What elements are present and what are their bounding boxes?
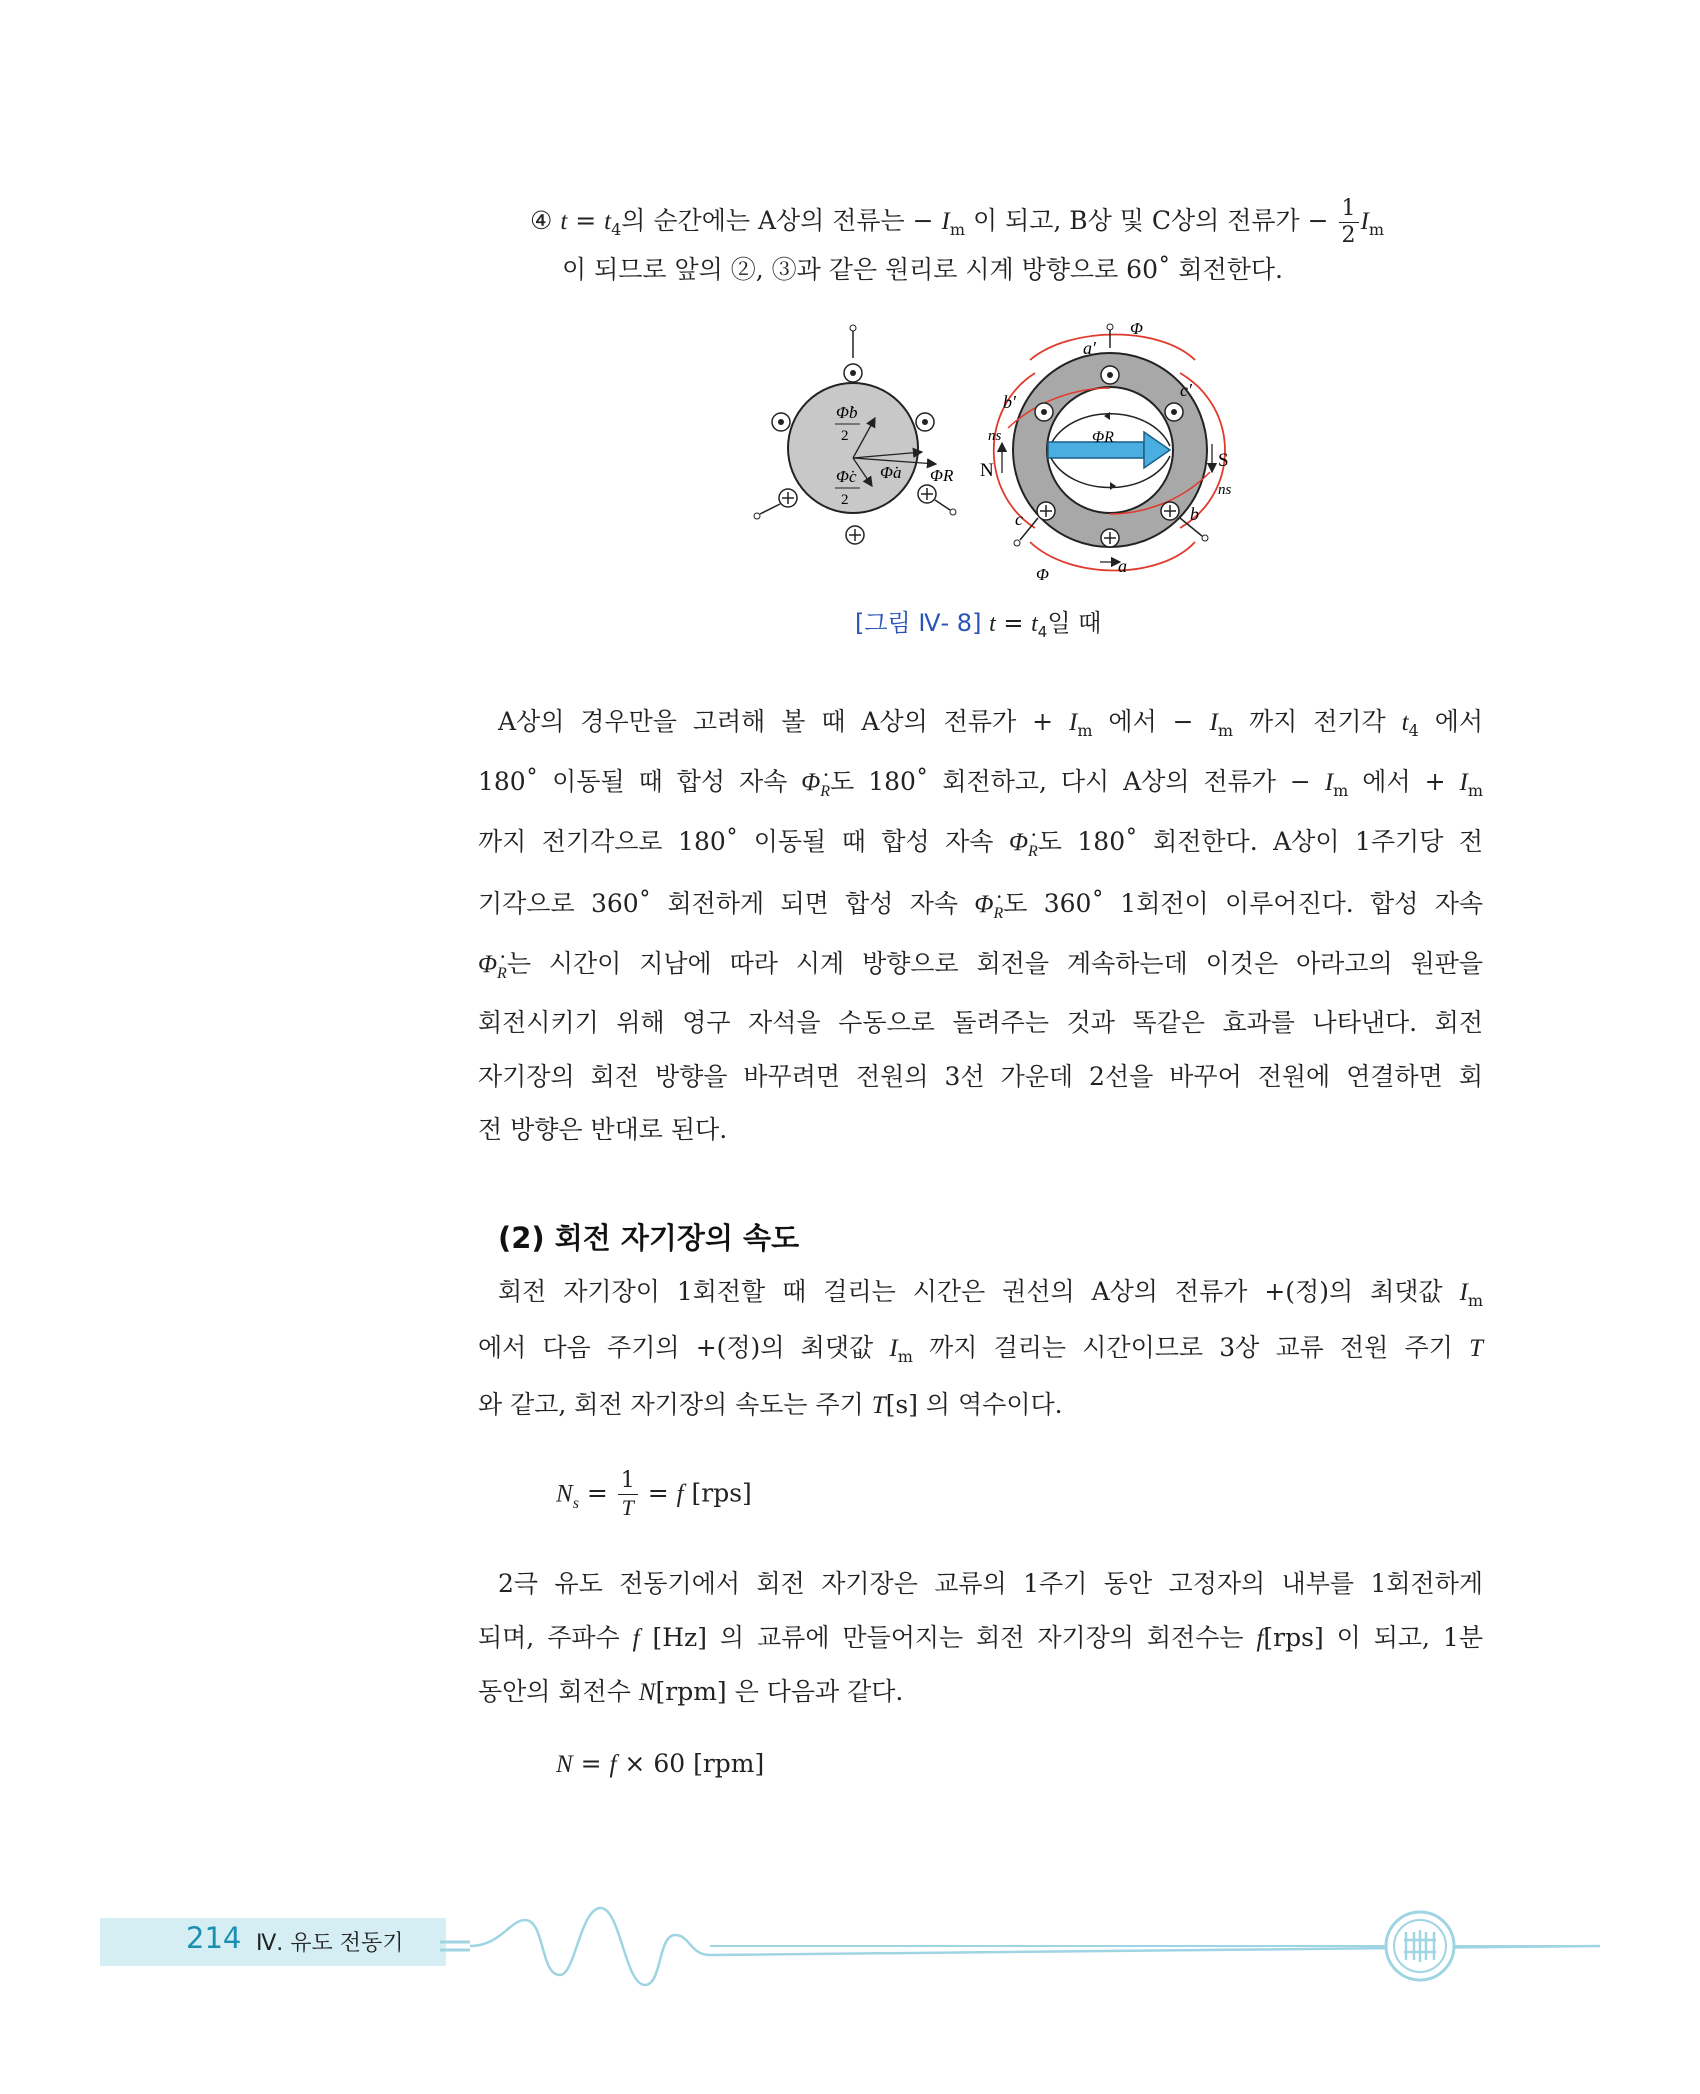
coil-dot-icon: [916, 413, 934, 431]
section-line2: 에서 다음 주기의 +(정)의 최댓값 $I_m$ 까지 걸리는 시간이므로 3상 교류 전원 주기 T: [478, 1333, 1483, 1366]
left-stator-diagram: [754, 325, 956, 544]
label-phi-a: Φ̇a: [880, 463, 902, 482]
fraction-1-over-T: $\frac{1}{T}$: [618, 1468, 638, 1522]
label-b: b: [1190, 504, 1199, 524]
para1-line1: A상의 경우만을 고려해 볼 때 A상의 전류가 + $I_m$ 에서 − $I_m$ 까지 전기각 $t_4$ 에서: [498, 707, 1484, 740]
page-number: 214: [186, 1921, 242, 1955]
formula-n: N = f × 60 [rpm]: [556, 1749, 765, 1778]
label-c: c: [1015, 509, 1023, 529]
fraction-half: $\frac{1}{2}$: [1339, 196, 1359, 249]
label-ns-left: ns: [988, 428, 1002, 444]
label-a-prime: a′: [1083, 338, 1096, 358]
label-ns-right: ns: [1218, 482, 1232, 498]
coil-cross-icon: [918, 485, 936, 503]
section-heading: (2) 회전 자기장의 속도: [498, 1221, 800, 1255]
label-south: S: [1218, 450, 1229, 471]
label-phi-r-right: Φ̇R: [1092, 429, 1114, 446]
para2-line1: 2극 유도 전동기에서 회전 자기장은 교류의 1주기 동안 고정자의 내부를 1회전하게: [498, 1569, 1483, 1598]
label-b-prime: b′: [1003, 392, 1016, 412]
right-stator-diagram: [980, 319, 1232, 584]
para1-line8: 전 방향은 반대로 된다.: [478, 1115, 728, 1144]
para1-line2: 180˚ 이동될 때 합성 자속 $\Phi̇_R$도 180˚ 회전하고, 다시 A상의 전류가 − $I_m$ 에서 + $I_m$: [478, 767, 1483, 800]
section-line3: 와 같고, 회전 자기장의 속도는 주기 T[s] 의 역수이다.: [478, 1390, 1063, 1419]
section-line1: 회전 자기장이 1회전할 때 걸리는 시간은 권선의 A상의 전류가 +(정)의 최댓값 $I_m$: [498, 1277, 1483, 1310]
label-phi-c: Φ̇c: [836, 467, 857, 486]
coil-dot-icon: [772, 413, 790, 431]
step4-line1: ④ $t = t_4$의 순간에는 A상의 전류는 − $I_m$ 이 되고, B상 및 C상의 전류가 − $\frac{1}{2}$ $I_m$: [530, 196, 1385, 248]
para1-line7: 자기장의 회전 방향을 바꾸려면 전원의 3선 가운데 2선을 바꾸어 전원에 연결하면 회: [478, 1062, 1483, 1091]
coil-cross-icon: [846, 526, 864, 544]
coil-dot-icon: [1165, 403, 1183, 421]
coil-dot-icon: [844, 364, 862, 382]
coil-cross-icon: [1101, 529, 1119, 547]
para2-line2: 되며, 주파수 f [Hz] 의 교류에 만들어지는 회전 자기장의 회전수는 f[rps] 이 되고, 1분: [478, 1623, 1483, 1652]
coil-cross-icon: [1161, 502, 1179, 520]
label-north: N: [980, 460, 994, 481]
step4-line2: 이 되므로 앞의 ②, ③과 같은 원리로 시계 방향으로 60˚ 회전한다.: [562, 255, 1283, 284]
label-c-prime: c′: [1180, 380, 1192, 400]
para2-line3: 동안의 회전수 N[rpm] 은 다음과 같다.: [478, 1677, 904, 1706]
label-half-b: 2: [841, 428, 849, 444]
footer-wave-decoration: [440, 1900, 1600, 1990]
label-phi-r-left: Φ̇R: [930, 466, 954, 485]
formula-ns: $N_s$ = $\frac{1}{T}$ = f [rps]: [556, 1468, 752, 1520]
figure-rotating-field: [740, 318, 1260, 590]
para1-line3: 까지 전기각으로 180˚ 이동될 때 합성 자속 $\Phi̇_R$도 180˚ 회전한다. A상이 1주기당 전: [478, 827, 1483, 860]
para1-line4: 기각으로 360˚ 회전하게 되면 합성 자속 $\Phi̇_R$도 360˚ 1회전이 이루어진다. 합성 자속: [478, 889, 1483, 922]
label-phi-b: Φ̇b: [836, 403, 858, 422]
coil-cross-icon: [1037, 502, 1055, 520]
coil-dot-icon: [1101, 366, 1119, 384]
label-half-c: 2: [841, 492, 849, 508]
chapter-title: Ⅳ. 유도 전동기: [256, 1931, 404, 1956]
label-phi-top: Φ: [1130, 319, 1143, 338]
para1-line5: $\Phi̇_R$는 시간이 지남에 따라 시계 방향으로 회전을 계속하는데 이것은 아라고의 원판을: [478, 949, 1483, 982]
label-a: a: [1118, 556, 1127, 576]
figure-caption: [그림 Ⅳ- 8] $t = t_4$일 때: [855, 609, 1102, 641]
para1-line6: 회전시키기 위해 영구 자석을 수동으로 돌려주는 것과 똑같은 효과를 나타낸다. 회전: [478, 1008, 1483, 1037]
coil-cross-icon: [779, 489, 797, 507]
coil-dot-icon: [1035, 403, 1053, 421]
emblem-icon: [1386, 1912, 1454, 1980]
label-phi-bottom: Φ: [1036, 565, 1049, 584]
